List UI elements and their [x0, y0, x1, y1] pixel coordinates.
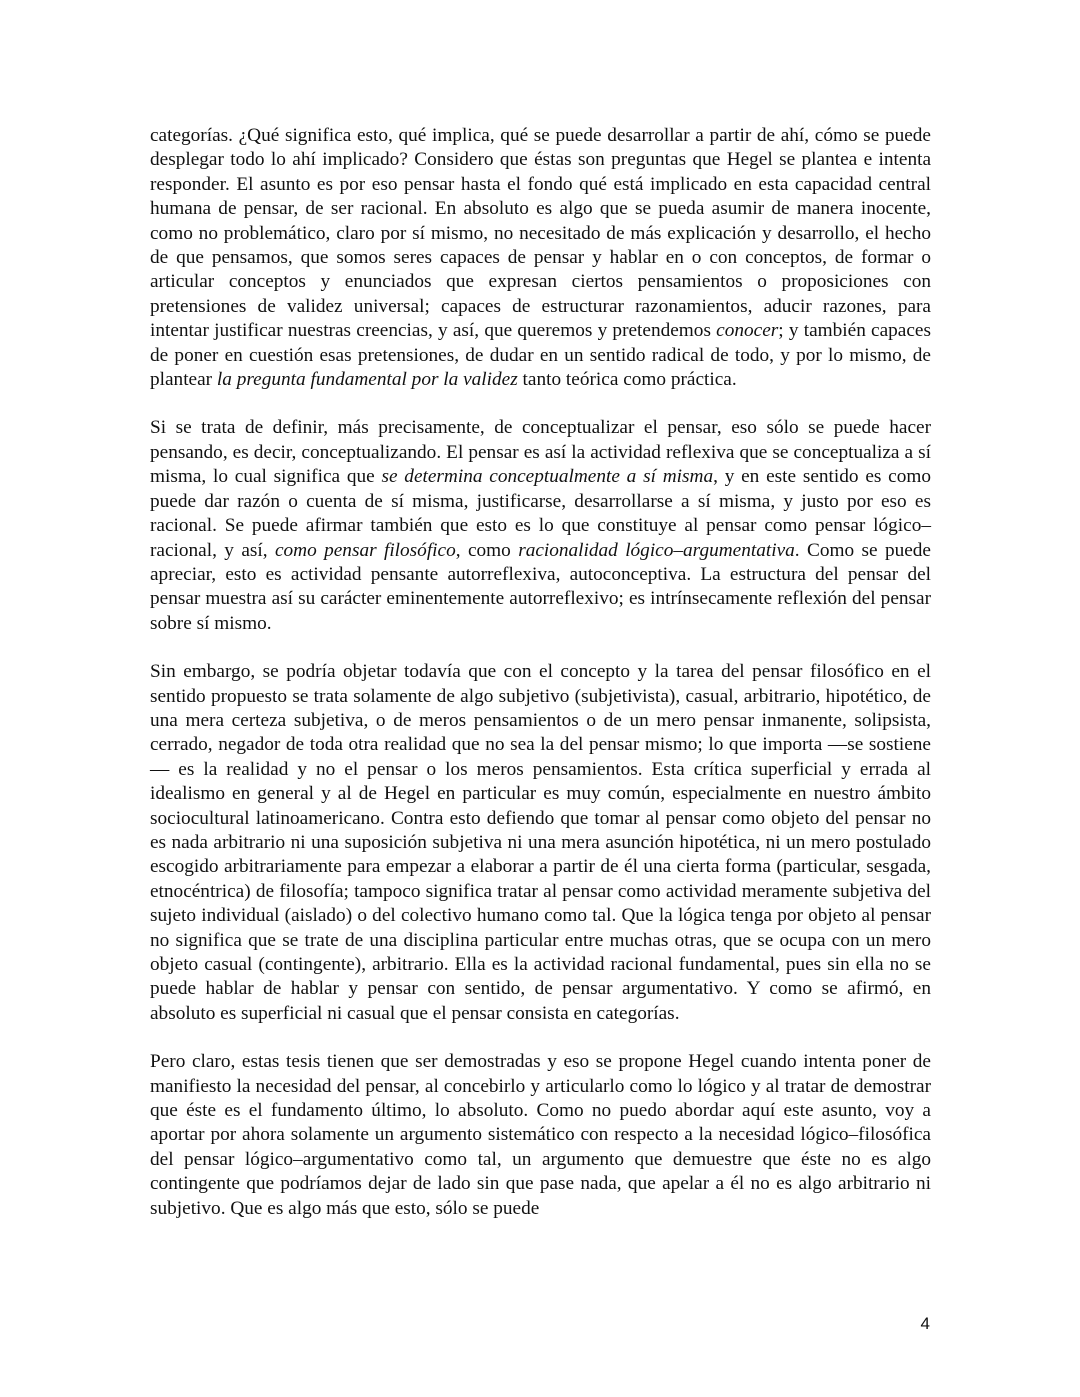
document-page	[150, 124, 931, 1245]
paragraph-2-text-1: Si se trata de definir, más precisamente, de conceptualizar el pensar, eso sólo se puede hacer pensando, es decir, conceptualizando. El pensar es así la actividad reflexiva que se conceptualiza a sí misma, lo cual significa que	[150, 417, 931, 488]
paragraph-3-text-1: Sin embargo, se podría objetar todavía que con el concepto y la tarea del pensar filosófico en el sentido propuesto se trata solamente de algo subjetivo (subjetivista), casual, arbitrario, hipotético, de una mera certeza subjetiva, o de meros pensamientos o de un mero pensar inmanente, solipsista, cerrado, negador de toda otra realidad que no sea la del pensar mismo; lo que importa —se sostiene— es la realidad y no el pensar o los meros pensamientos. Esta crítica superficial y errada al idealismo en general y al de Hegel en particular es muy común, especialmente en nuestro ámbito sociocultural latinoamericano. Contra esto defiendo que tomar al pensar como objeto del pensar no es nada arbitrario ni una suposición subjetiva ni una mera asunción hipotética, ni un mero postulado escogido arbitrariamente para empezar a elaborar a partir de él una cierta forma (particular, sesgada, etnocéntrica) de filosofía; tampoco significa tratar al pensar como actividad meramente subjetiva del sujeto individual (aislado) o del colectivo humano como tal. Que la lógica tenga por objeto al pensar no significa que se trate de una disciplina particular entre muchas otras, que se ocupa con un mero objeto casual (contingente), arbitrario. Ella es la actividad racional fundamental, pues sin ella no se puede hablar de hablar y pensar con sentido, de pensar argumentativo. Y como se afirmó, en absoluto es superficial ni casual que el pensar consista en categorías.	[150, 661, 931, 1024]
italic-racionalidad: racionalidad lógico–argumentativa	[518, 539, 795, 561]
italic-pensar-filosofico: como pensar filosófico	[274, 539, 456, 561]
paragraph-1-text-3: tanto teórica como práctica.	[517, 369, 737, 391]
paragraph-4	[150, 1050, 931, 1221]
paragraph-4-text-1: Pero claro, estas tesis tienen que ser demostradas y eso se propone Hegel cuando intenta poner de manifiesto la necesidad del pensar, al concebirlo y articularlo como lo lógico y al tratar de demostrar que éste es el fundamento último, lo absoluto. Como no puedo abordar aquí este asunto, voy a aportar por ahora solamente un argumento sistemático con respecto a la necesidad lógico–filosófica del pensar lógico–argumentativo como tal, un argumento que demuestre que éste no es algo contingente que podríamos dejar de lado sin que pase nada, que apelar a él no es algo arbitrario ni subjetivo. Que es algo más que esto, sólo se puede	[150, 1051, 931, 1219]
italic-conocer: conocer	[716, 320, 779, 342]
paragraph-1	[150, 124, 931, 392]
paragraph-2-text-2: , y en este sentido es como puede dar razón o cuenta de sí misma, justificarse, desarrollarse a sí misma, y justo por eso es racional. Se puede afirmar también que esto es lo que constituye al pensar como pensar lógico–racional, y así,	[150, 466, 931, 561]
paragraph-3	[150, 660, 931, 1026]
paragraph-1-text-2: ; y también capaces de poner en cuestión esas pretensiones, de dudar en un sentido radical de todo, y por lo mismo, de plantear	[150, 320, 931, 391]
italic-se-determina: se determina conceptualmente a sí misma	[381, 466, 714, 488]
paragraph-2	[150, 416, 931, 636]
paragraph-1-text-1: categorías. ¿Qué significa esto, qué implica, qué se puede desarrollar a partir de ahí, cómo se puede desplegar todo lo ahí implicado? Considero que éstas son preguntas que Hegel se plantea e intenta responder. El asunto es por eso pensar hasta el fondo qué está implicado en esta capacidad central humana de pensar, de ser racional. En absoluto es algo que se pueda asumir de manera inocente, como no problemático, claro por sí mismo, no necesitado de más explicación y desarrollo, el hecho de que pensamos, que somos seres capaces de pensar y hablar en o con conceptos, de formar o articular conceptos y enunciados que expresan ciertos pensamientos o proposiciones con pretensiones de validez universal; capaces de estructurar razonamientos, aducir razones, para intentar justificar nuestras creencias, y así, que queremos y pretendemos	[150, 125, 931, 342]
italic-pregunta-fundamental: la pregunta fundamental por la validez	[216, 369, 518, 391]
page-number: 4	[920, 1314, 930, 1333]
paragraph-2-text-4: . Como se puede apreciar, esto es actividad pensante autorreflexiva, autoconceptiva. La estructura del pensar del pensar muestra así su carácter eminentemente autorreflexivo; es intrínsecamente reflexión del pensar sobre sí mismo.	[150, 539, 931, 634]
paragraph-2-text-3: , como	[455, 539, 519, 561]
